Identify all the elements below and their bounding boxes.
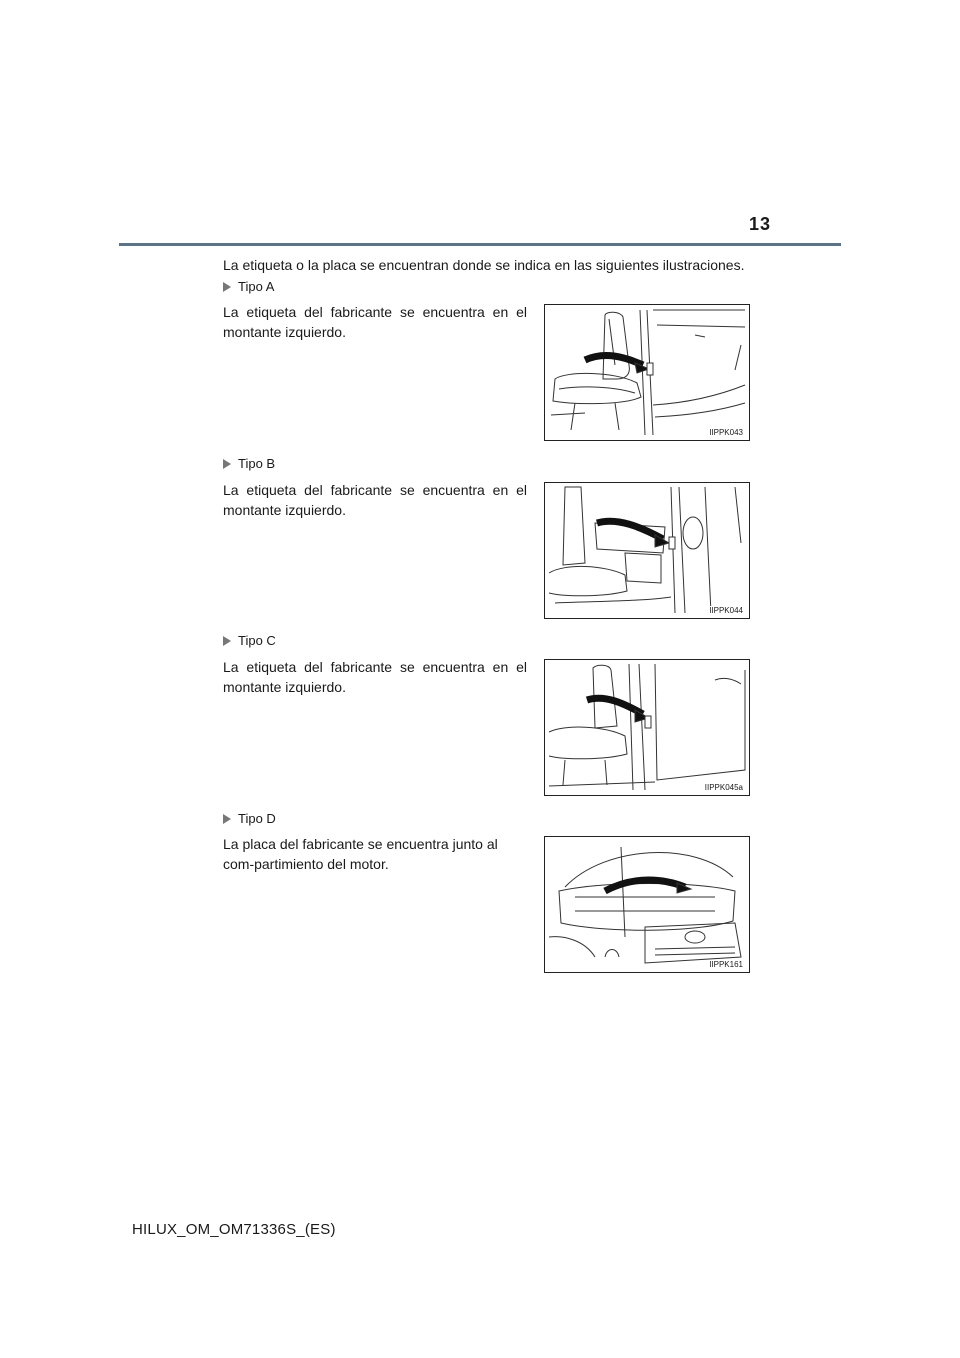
seat-door-pillar-illustration xyxy=(545,305,749,440)
type-d-figure-code: IIPPK161 xyxy=(709,960,743,969)
triangle-bullet-icon xyxy=(223,282,231,292)
type-d-label: Tipo D xyxy=(238,811,276,826)
open-hood-engine-illustration xyxy=(545,837,749,972)
document-footer: HILUX_OM_OM71336S_(ES) xyxy=(132,1221,336,1238)
seat-door-pillar-illustration xyxy=(545,660,749,795)
type-a-description: La etiqueta del fabricante se encuentra en el montante izquierdo. xyxy=(223,304,527,340)
triangle-bullet-icon xyxy=(223,814,231,824)
type-a-label: Tipo A xyxy=(238,279,275,294)
seat-door-pillar-illustration xyxy=(545,483,749,618)
type-a-heading xyxy=(223,278,274,296)
type-c-heading xyxy=(223,632,276,650)
type-d-description: La placa del fabricante se encuentra junto al com-partimiento del motor. xyxy=(223,836,498,872)
type-b-label: Tipo B xyxy=(238,456,276,471)
type-c-description: La etiqueta del fabricante se encuentra en el montante izquierdo. xyxy=(223,659,527,695)
type-c-figure-code: IIPPK045a xyxy=(704,783,743,792)
intro-text: La etiqueta o la placa se encuentran donde se indica en las siguientes ilustraciones. xyxy=(223,257,745,273)
type-a-figure-code: IIPPK043 xyxy=(709,428,743,437)
triangle-bullet-icon xyxy=(223,636,231,646)
type-b-figure-code: IIPPK044 xyxy=(709,606,743,615)
type-b-heading xyxy=(223,455,275,473)
type-b-description: La etiqueta del fabricante se encuentra en el montante izquierdo. xyxy=(223,482,527,518)
header-rule xyxy=(119,243,841,246)
type-d-illustration xyxy=(544,836,750,973)
type-c-illustration xyxy=(544,659,750,796)
page-number: 13 xyxy=(748,214,772,234)
type-c-label: Tipo C xyxy=(238,633,276,648)
type-b-illustration xyxy=(544,482,750,619)
triangle-bullet-icon xyxy=(223,459,231,469)
type-a-illustration xyxy=(544,304,750,441)
type-d-heading xyxy=(223,810,276,828)
